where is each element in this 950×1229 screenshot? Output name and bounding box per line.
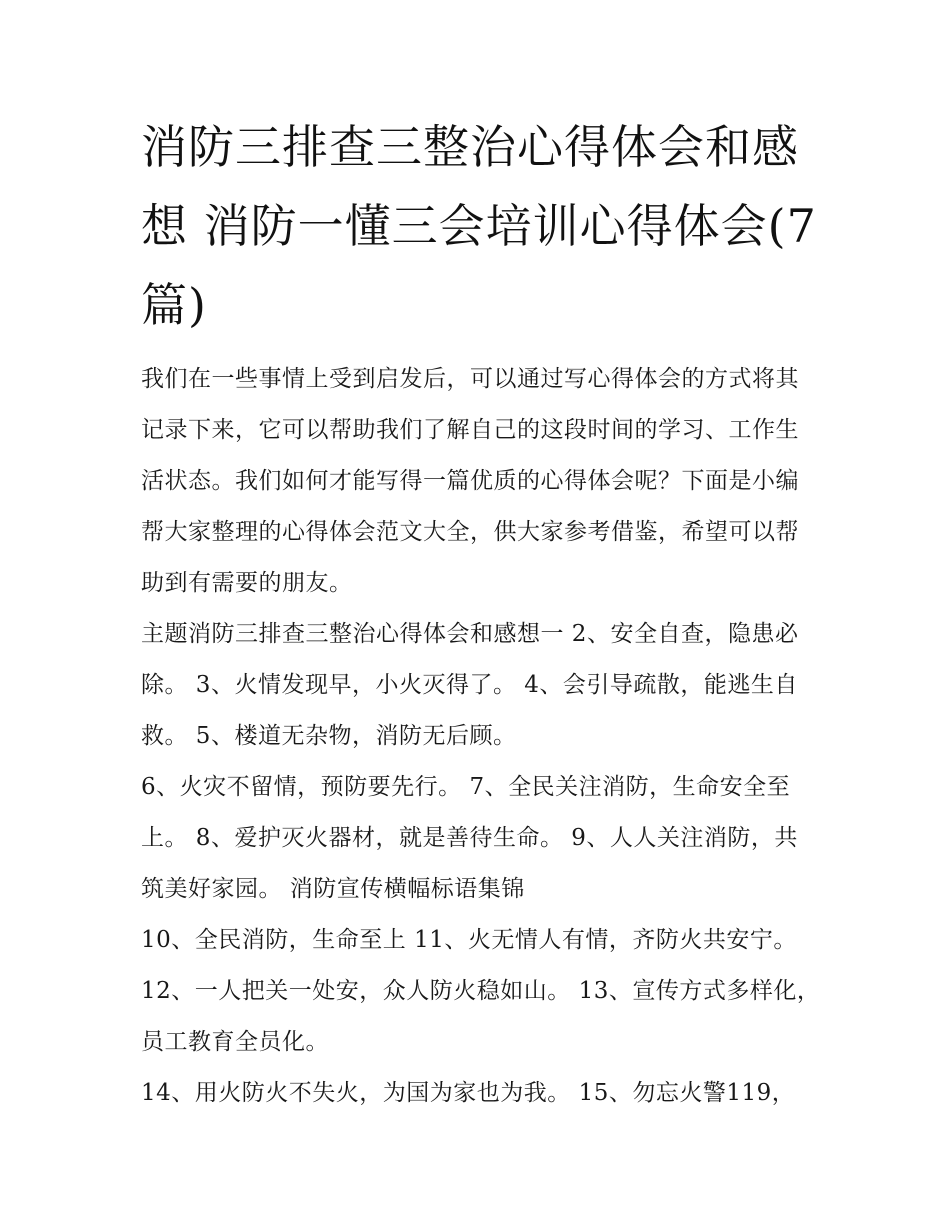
document-title: 消防三排查三整治心得体会和感想 消防一懂三会培训心得体会(7篇): [141, 120, 817, 332]
slogan-paragraph-2: 6、火灾不留情，预防要先行。 7、全民关注消防，生命安全至上。 8、爱护灭火器材，就是善待生命。 9、人人关注消防，共筑美好家园。 消防宣传横幅标语集锦: [141, 774, 798, 902]
slogan-paragraph-4: 12、一人把关一处安，众人防火稳如山。 13、宣传方式多样化，员工教育全员化。: [141, 978, 821, 1055]
document-body: [141, 354, 821, 1119]
slogan-paragraph-5: 14、用火防火不失火，为国为家也为我。 15、勿忘火警119，: [141, 1080, 796, 1106]
slogan-paragraph-1: 主题消防三排查三整治心得体会和感想一 2、安全自查，隐患必除。 3、火情发现早，小火灭得了。 4、会引导疏散，能逃生自救。 5、楼道无杂物，消防无后顾。: [141, 621, 799, 749]
slogan-paragraph-3: 10、全民消防，生命至上 11、火无情人有情，齐防火共安宁。: [141, 927, 797, 953]
intro-paragraph: 我们在一些事情上受到启发后，可以通过写心得体会的方式将其记录下来，它可以帮助我们了解自己的这段时间的学习、工作生活状态。我们如何才能写得一篇优质的心得体会呢？下面是小编帮大家整理的心得体会范文大全，供大家参考借鉴，希望可以帮助到有需要的朋友。: [141, 366, 799, 596]
